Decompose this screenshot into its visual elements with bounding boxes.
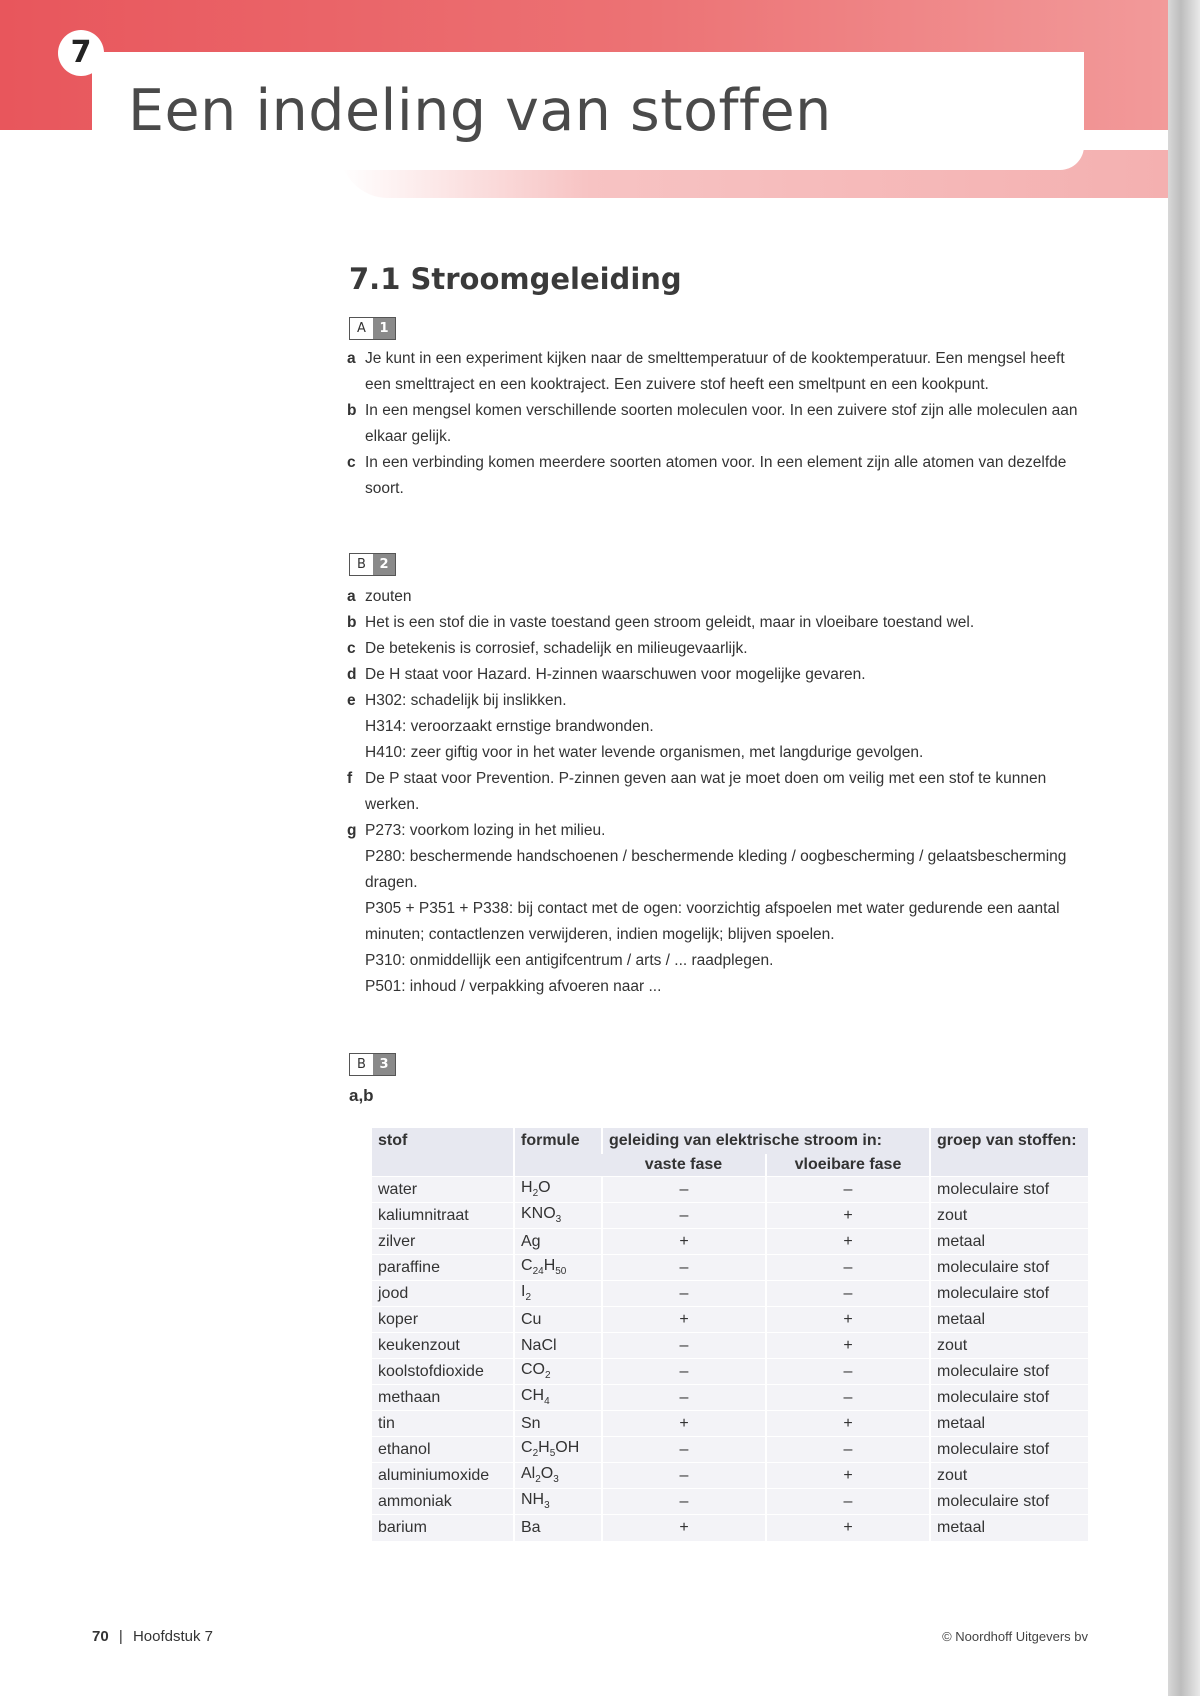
- exercise-level: A: [357, 321, 366, 336]
- cell-vloeibare-fase: –: [766, 1281, 930, 1307]
- answer-text: P280: beschermende handschoenen / beschermende kleding / oogbescherming / gelaatsbescherming dragen.: [365, 848, 1067, 891]
- cell-vloeibare-fase: +: [766, 1307, 930, 1333]
- cell-groep: zout: [930, 1203, 1088, 1229]
- formula-subscript: 2: [545, 1370, 551, 1382]
- cell-vaste-fase: –: [602, 1255, 766, 1281]
- answer-item: [347, 584, 1087, 610]
- answer-text: Het is een stof die in vaste toestand geen stroom geleidt, maar in vloeibare toestand wel.: [365, 614, 975, 631]
- cell-formule: [514, 1515, 602, 1541]
- cell-vloeibare-fase: +: [766, 1463, 930, 1489]
- header-geleiding: geleiding van elektrische stroom in:: [602, 1128, 930, 1154]
- cell-stof: methaan: [372, 1385, 514, 1411]
- answer-item: [347, 450, 1087, 502]
- exercise-number: 2: [373, 554, 395, 575]
- cell-vloeibare-fase: –: [766, 1437, 930, 1463]
- cell-groep: moleculaire stof: [930, 1385, 1088, 1411]
- header-groep: groep van stoffen:: [930, 1128, 1088, 1177]
- cell-vaste-fase: –: [602, 1385, 766, 1411]
- cell-formule: [514, 1359, 602, 1385]
- cell-vloeibare-fase: –: [766, 1385, 930, 1411]
- cell-stof: aluminiumoxide: [372, 1463, 514, 1489]
- exercise-level: B: [357, 557, 366, 572]
- answer-text: P310: onmiddellijk een antigifcentrum / arts / ... raadplegen.: [365, 952, 774, 969]
- cell-vaste-fase: –: [602, 1281, 766, 1307]
- formula-part: I: [521, 1283, 526, 1301]
- answer-text: P501: inhoud / verpakking afvoeren naar ...: [365, 978, 662, 995]
- cell-groep: moleculaire stof: [930, 1255, 1088, 1281]
- formula-part: KNO: [521, 1205, 556, 1223]
- answer-letter: e: [347, 692, 356, 709]
- answer-item: [347, 346, 1087, 398]
- cell-formule: [514, 1333, 602, 1359]
- cell-vloeibare-fase: –: [766, 1489, 930, 1515]
- cell-vaste-fase: –: [602, 1203, 766, 1229]
- cell-vloeibare-fase: +: [766, 1411, 930, 1437]
- exercise-2-answers: [347, 584, 1087, 1000]
- answer-item: [347, 610, 1087, 636]
- exercise-tag-1: [349, 317, 396, 340]
- answer-letter: b: [347, 614, 357, 631]
- cell-stof: barium: [372, 1515, 514, 1541]
- book-spine: [1168, 0, 1200, 1696]
- conductivity-table: [372, 1128, 1088, 1541]
- answer-letter: a: [347, 350, 356, 367]
- cell-stof: zilver: [372, 1229, 514, 1255]
- formula-subscript: 2: [532, 1188, 539, 1200]
- answer-text: De H staat voor Hazard. H-zinnen waarschuwen voor mogelijke gevaren.: [365, 666, 866, 683]
- answer-text: H314: veroorzaakt ernstige brandwonden.: [365, 718, 654, 735]
- exercise-tag-2: [349, 553, 396, 576]
- exercise-3-sublabel: a,b: [349, 1086, 374, 1105]
- page-footer: [92, 1628, 213, 1645]
- cell-groep: moleculaire stof: [930, 1437, 1088, 1463]
- cell-vaste-fase: –: [602, 1463, 766, 1489]
- formula-subscript: 3: [553, 1474, 559, 1486]
- header-vloeibare-fase: vloeibare fase: [766, 1154, 930, 1177]
- answer-text: H410: zeer giftig voor in het water levende organismen, met langdurige gevolgen.: [365, 744, 924, 761]
- answer-letter: c: [347, 640, 356, 657]
- answer-item: [347, 818, 1087, 1000]
- formula-part: C: [521, 1257, 533, 1275]
- exercise-tag-3: [349, 1053, 396, 1076]
- cell-formule: [514, 1203, 602, 1229]
- answer-text: zouten: [365, 588, 412, 605]
- formula-part: OH: [555, 1439, 580, 1457]
- chapter-title: Een indeling van stoffen: [128, 78, 832, 144]
- cell-stof: ethanol: [372, 1437, 514, 1463]
- cell-formule: [514, 1489, 602, 1515]
- table-row: [372, 1255, 1088, 1281]
- cell-groep: metaal: [930, 1515, 1088, 1541]
- formula-part: Cu: [521, 1310, 542, 1328]
- answer-letter: f: [347, 770, 353, 787]
- answer-text: P305 + P351 + P338: bij contact met de ogen: voorzichtig afspoelen met water gedurende een aantal minuten; contactlenzen verwijderen, indien mogelijk; blijven spoelen.: [365, 900, 1060, 943]
- cell-groep: moleculaire stof: [930, 1489, 1088, 1515]
- cell-vaste-fase: –: [602, 1489, 766, 1515]
- cell-formule: [514, 1255, 602, 1281]
- formula-part: Ag: [521, 1232, 541, 1250]
- formula-subscript: 3: [544, 1500, 550, 1512]
- formula-part: NaCl: [521, 1336, 557, 1354]
- answer-text: H302: schadelijk bij inslikken.: [365, 692, 567, 709]
- cell-groep: metaal: [930, 1229, 1088, 1255]
- page-number: 70: [92, 1628, 109, 1645]
- table-row: [372, 1385, 1088, 1411]
- formula-part: CO: [521, 1361, 545, 1379]
- formula-part: C: [521, 1439, 533, 1457]
- header-formule: formule: [514, 1128, 602, 1177]
- cell-vaste-fase: +: [602, 1307, 766, 1333]
- cell-groep: zout: [930, 1333, 1088, 1359]
- cell-groep: moleculaire stof: [930, 1177, 1088, 1203]
- cell-vaste-fase: +: [602, 1229, 766, 1255]
- answer-text: Je kunt in een experiment kijken naar de smelttemperatuur of de kooktemperatuur. Een mengsel heeft een smelttraject en een kooktraject. Een zuivere stof heeft een smeltpunt en een kookpunt.: [365, 350, 1065, 393]
- table-row: [372, 1463, 1088, 1489]
- cell-formule: [514, 1177, 602, 1203]
- formula-part: O: [538, 1179, 551, 1197]
- footer-chapter: Hoofdstuk 7: [132, 1628, 213, 1645]
- cell-vloeibare-fase: +: [766, 1229, 930, 1255]
- section-title: 7.1 Stroomgeleiding: [349, 262, 682, 296]
- table-row: [372, 1489, 1088, 1515]
- table-row: [372, 1359, 1088, 1385]
- cell-vaste-fase: +: [602, 1411, 766, 1437]
- answer-letter: d: [347, 666, 357, 683]
- chapter-number-badge: 7: [58, 30, 104, 76]
- exercise-number: 1: [373, 318, 395, 339]
- cell-formule: [514, 1411, 602, 1437]
- exercise-1-answers: [347, 346, 1087, 502]
- formula-part: NH: [521, 1491, 545, 1509]
- formula-part: CH: [521, 1387, 545, 1405]
- cell-vaste-fase: –: [602, 1437, 766, 1463]
- formula-subscript: 4: [544, 1396, 550, 1408]
- cell-vloeibare-fase: –: [766, 1177, 930, 1203]
- cell-stof: paraffine: [372, 1255, 514, 1281]
- cell-groep: zout: [930, 1463, 1088, 1489]
- cell-vaste-fase: –: [602, 1333, 766, 1359]
- formula-subscript: 2: [535, 1474, 541, 1486]
- cell-groep: moleculaire stof: [930, 1359, 1088, 1385]
- cell-stof: ammoniak: [372, 1489, 514, 1515]
- formula-part: H: [538, 1439, 550, 1457]
- cell-vaste-fase: –: [602, 1177, 766, 1203]
- cell-stof: koper: [372, 1307, 514, 1333]
- formula-subscript: 2: [525, 1292, 532, 1304]
- answer-item: [347, 398, 1087, 450]
- answer-letter: g: [347, 822, 357, 839]
- cell-formule: [514, 1281, 602, 1307]
- cell-vloeibare-fase: +: [766, 1515, 930, 1541]
- cell-formule: [514, 1463, 602, 1489]
- cell-vaste-fase: –: [602, 1359, 766, 1385]
- cell-vaste-fase: +: [602, 1515, 766, 1541]
- cell-formule: [514, 1437, 602, 1463]
- exercise-number: 3: [373, 1054, 395, 1075]
- formula-part: Sn: [521, 1414, 541, 1432]
- publisher-credit: © Noordhoff Uitgevers bv: [942, 1629, 1088, 1644]
- cell-vloeibare-fase: –: [766, 1359, 930, 1385]
- answer-letter: a: [347, 588, 356, 605]
- table-row: [372, 1177, 1088, 1203]
- answer-text: P273: voorkom lozing in het milieu.: [365, 822, 606, 839]
- answer-text: In een mengsel komen verschillende soorten moleculen voor. In een zuivere stof zijn alle moleculen aan elkaar gelijk.: [365, 402, 1078, 445]
- cell-stof: tin: [372, 1411, 514, 1437]
- header-stof: stof: [372, 1128, 514, 1177]
- cell-stof: water: [372, 1177, 514, 1203]
- table-row: [372, 1437, 1088, 1463]
- cell-groep: metaal: [930, 1307, 1088, 1333]
- header-vaste-fase: vaste fase: [602, 1154, 766, 1177]
- cell-vloeibare-fase: +: [766, 1203, 930, 1229]
- answer-text: De betekenis is corrosief, schadelijk en milieugevaarlijk.: [365, 640, 748, 657]
- table-row: [372, 1333, 1088, 1359]
- answer-text: In een verbinding komen meerdere soorten atomen voor. In een element zijn alle atomen van dezelfde soort.: [365, 454, 1067, 497]
- cell-formule: [514, 1385, 602, 1411]
- formula-subscript: 50: [555, 1266, 567, 1278]
- table-row: [372, 1229, 1088, 1255]
- answer-text: De P staat voor Prevention. P-zinnen geven aan wat je moet doen om veilig met een stof te kunnen werken.: [365, 770, 1047, 813]
- formula-subscript: 24: [532, 1266, 544, 1278]
- formula-subscript: 2: [532, 1448, 539, 1460]
- formula-part: H: [543, 1257, 556, 1275]
- cell-formule: [514, 1307, 602, 1333]
- table-row: [372, 1281, 1088, 1307]
- cell-groep: metaal: [930, 1411, 1088, 1437]
- cell-stof: koolstofdioxide: [372, 1359, 514, 1385]
- cell-stof: jood: [372, 1281, 514, 1307]
- formula-part: O: [540, 1465, 554, 1483]
- table-row: [372, 1515, 1088, 1541]
- cell-formule: [514, 1229, 602, 1255]
- cell-stof: keukenzout: [372, 1333, 514, 1359]
- answer-letter: b: [347, 402, 357, 419]
- cell-vloeibare-fase: +: [766, 1333, 930, 1359]
- exercise-level: B: [357, 1057, 366, 1072]
- cell-stof: kaliumnitraat: [372, 1203, 514, 1229]
- formula-part: Al: [521, 1465, 536, 1483]
- formula-part: Ba: [521, 1518, 541, 1536]
- footer-separator: |: [118, 1628, 123, 1645]
- table-row: [372, 1411, 1088, 1437]
- answer-item: [347, 688, 1087, 766]
- answer-item: [347, 766, 1087, 818]
- table-row: [372, 1307, 1088, 1333]
- formula-part: H: [521, 1179, 533, 1197]
- cell-vloeibare-fase: –: [766, 1255, 930, 1281]
- answer-letter: c: [347, 454, 356, 471]
- formula-subscript: 5: [549, 1448, 556, 1460]
- formula-subscript: 3: [555, 1214, 562, 1226]
- answer-item: [347, 662, 1087, 688]
- cell-groep: moleculaire stof: [930, 1281, 1088, 1307]
- table-row: [372, 1203, 1088, 1229]
- answer-item: [347, 636, 1087, 662]
